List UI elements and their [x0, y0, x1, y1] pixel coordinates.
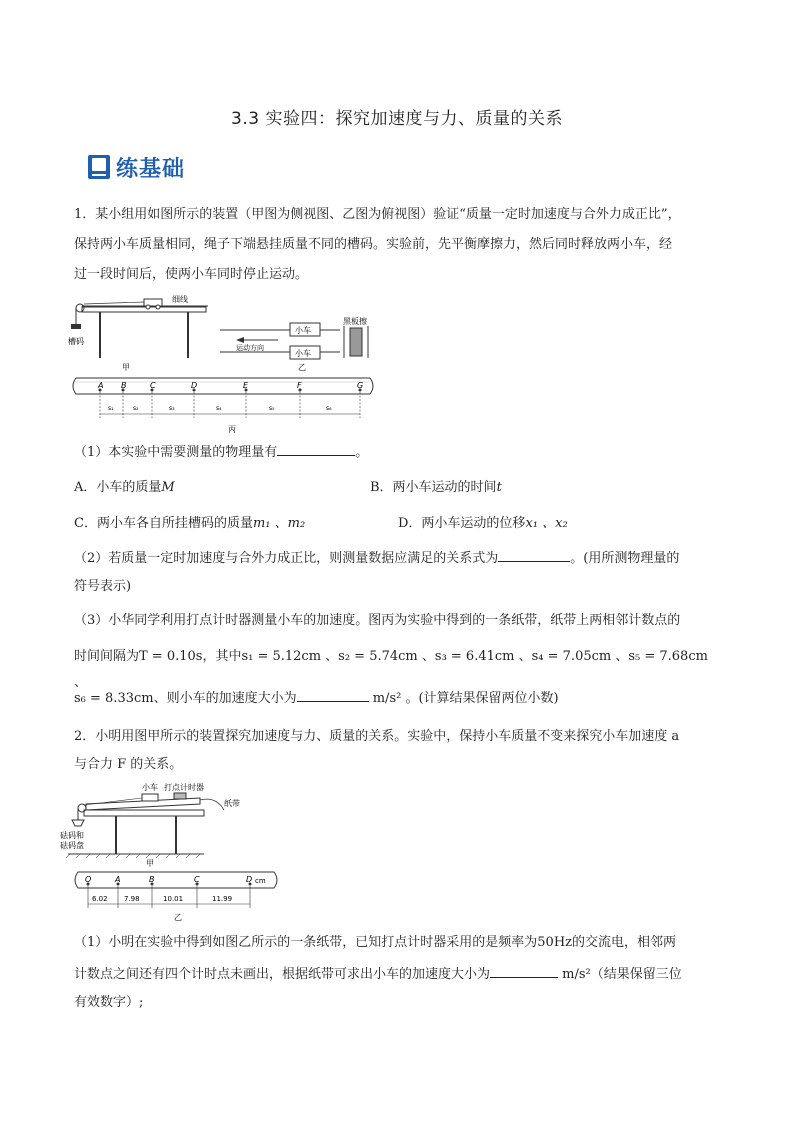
- q1-option-c-text: C．两小车各自所挂槽码的质量: [74, 516, 253, 531]
- q1-fig-top-view: [220, 316, 368, 372]
- q2-label-weight1: 砝码和: [60, 831, 84, 840]
- q1-sub3-line2: 时间间隔为T = 0.10s，其中s₁ = 5.12cm 、s₂ = 5.74cm 、s₃ = 6.41cm 、s₄ = 7.05cm 、s₅ = 7.68cm 、: [74, 649, 708, 690]
- tape-label-G: G: [357, 381, 364, 390]
- section-title: 练基础: [116, 156, 186, 182]
- q1-option-d-symbol: x₁ 、x₂: [525, 516, 568, 531]
- q2-dist-BC: 10.01: [163, 895, 184, 903]
- tape-label-E: E: [243, 381, 249, 390]
- q1-option-c-symbol: m₁ 、m₂: [252, 516, 306, 531]
- q2-label-car: 小车: [142, 783, 158, 792]
- q1-sub3-line1: （3）小华同学利用打点计时器测量小车的加速度。图丙为实验中得到的一条纸带，纸带上两相邻计数点的: [74, 613, 681, 628]
- q2-tape-label-D: D: [246, 875, 253, 884]
- q2-sub1-line1: （1）小明在实验中得到如图乙所示的一条纸带，已知打点计时器采用的是频率为50Hz的交流电，相邻两: [74, 935, 676, 950]
- q1-option-d: [398, 512, 568, 531]
- q2-sub1-line3: 有效数字）;: [74, 995, 144, 1010]
- q2-dist-OA: 6.02: [92, 895, 108, 903]
- q2-sub1-line2: [74, 962, 724, 988]
- q1-stem-line2: 保持两小车质量相同，绳子下端悬挂质量不同的槽码。实验前，先平衡摩擦力，然后同时释放两小车，经: [74, 237, 673, 252]
- q1-sub3-text: s₆ = 8.33cm、则小车的加速度大小为: [74, 691, 297, 706]
- q1-label-xixian: 细线: [172, 295, 188, 304]
- tape-label-D: D: [191, 381, 198, 390]
- q1-stem-line1: 1．某小组用如图所示的装置（甲图为侧视图、乙图为俯视图）验证“质量一定时加速度与合外力成正比”，: [74, 207, 681, 222]
- q2-tape-label-O: O: [85, 875, 92, 884]
- q2-figure: [60, 778, 290, 928]
- q1-label-bing: 丙: [228, 425, 236, 434]
- seg-s6: s₆: [326, 405, 332, 412]
- q1-sub2-line1: [74, 546, 724, 572]
- q1-sub3-blank: [297, 687, 369, 702]
- page-title: 3.3 实验四：探究加速度与力、质量的关系: [231, 109, 563, 129]
- q1-sub2-line2: 符号表示): [74, 579, 132, 594]
- q1-option-a: [74, 476, 175, 495]
- q2-fig-tape: [75, 872, 277, 922]
- q2-stem-line2: 与合力 F 的关系。: [74, 757, 183, 772]
- q1-sub1-end: 。: [355, 445, 369, 460]
- q1-fig-tape: [73, 378, 373, 434]
- q2-label-timer: 打点计时器: [164, 783, 204, 792]
- q2-tape-label-C: C: [194, 875, 200, 884]
- q1-sub1: [74, 440, 724, 466]
- q2-sub1-blank: [490, 963, 558, 978]
- seg-s2: s₂: [133, 405, 139, 412]
- q1-sub3-line3: [74, 686, 724, 712]
- q1-figure: [60, 290, 390, 440]
- q1-sub2-end: 。(用所测物理量的: [570, 551, 680, 566]
- q2-label-tape: 纸带: [224, 799, 240, 808]
- q1-option-d-text: D．两小车运动的位移: [398, 516, 526, 531]
- seg-s3: s₃: [169, 405, 175, 412]
- seg-s5: s₅: [269, 405, 275, 412]
- seg-s4: s₄: [216, 405, 222, 412]
- q1-sub2-blank: [498, 547, 570, 562]
- section-header: [88, 150, 185, 184]
- q1-option-c: [74, 512, 305, 531]
- tape-label-F: F: [297, 381, 302, 390]
- q1-sub1-text: （1）本实验中需要测量的物理量有: [74, 445, 278, 460]
- q2-dist-CD: 11.99: [212, 895, 233, 903]
- q2-label-jia: 甲: [146, 859, 154, 868]
- tape-label-C: C: [150, 381, 156, 390]
- q1-option-b: [370, 476, 502, 495]
- q1-stem-line3: 过一段时间后，使两小车同时停止运动。: [74, 267, 309, 282]
- book-icon: [88, 155, 110, 179]
- q1-label-yi: 乙: [298, 363, 306, 372]
- q2-tape-label-A: A: [115, 875, 121, 884]
- q1-sub3-end: m/s² 。(计算结果保留两位小数): [372, 691, 559, 706]
- q1-label-car2: 小车: [295, 349, 311, 358]
- tape-label-A: A: [98, 381, 104, 390]
- q1-label-caoma: 槽码: [68, 337, 84, 346]
- tape-label-B: B: [121, 381, 127, 390]
- q1-option-b-symbol: t: [496, 480, 502, 495]
- q1-fig-side-view: [68, 294, 208, 372]
- q1-option-a-text: A．小车的质量: [74, 480, 162, 495]
- q1-sub1-blank: [277, 441, 355, 456]
- q1-label-car1: 小车: [295, 326, 311, 335]
- q2-stem-line1: 2．小明用图甲所示的装置探究加速度与力、质量的关系。实验中，保持小车质量不变来探究小车加速度 a: [74, 729, 680, 744]
- q2-label-weight2: 砝码盘: [60, 841, 84, 850]
- q2-sub1-text: 计数点之间还有四个计时点未画出，根据纸带可求出小车的加速度大小为: [74, 967, 491, 982]
- q2-tape-label-B: B: [149, 875, 155, 884]
- seg-s1: s₁: [108, 405, 114, 412]
- q2-sub1-end: m/s²（结果保留三位: [562, 967, 682, 982]
- q1-option-a-symbol: M: [161, 480, 175, 495]
- q1-option-b-text: B．两小车运动的时间: [370, 480, 497, 495]
- q2-label-yi: 乙: [174, 913, 182, 922]
- q2-fig-apparatus: [60, 782, 240, 868]
- q1-label-jia: 甲: [122, 363, 130, 372]
- q2-dist-AB: 7.98: [124, 895, 140, 903]
- q1-sub2-text: （2）若质量一定时加速度与合外力成正比，则测量数据应满足的关系式为: [74, 551, 499, 566]
- q2-tape-unit: cm: [255, 877, 266, 885]
- q1-label-direction: 运动方向: [236, 344, 264, 352]
- q1-label-eraser: 黑板擦: [343, 317, 367, 326]
